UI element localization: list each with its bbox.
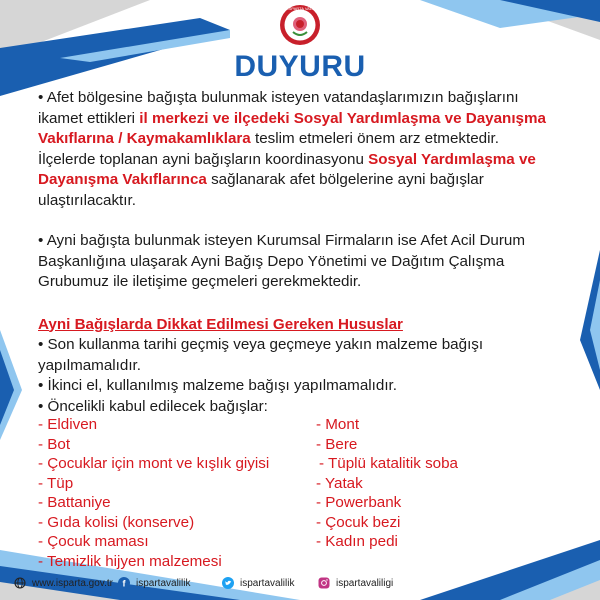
donation-item: - Tüp: [38, 474, 74, 492]
page-title: DUYURU: [234, 50, 366, 83]
donation-item: - Tüplü katalitik soba: [319, 455, 459, 472]
donation-item: - Çocuk maması: [38, 533, 149, 550]
donation-item: - Mont: [316, 416, 360, 433]
donation-item: - Gıda kolisi (konserve): [38, 513, 195, 531]
twitter-link[interactable]: ispartavalilik: [240, 577, 295, 589]
footer-website[interactable]: [14, 574, 113, 592]
decor-left-low: [0, 330, 30, 440]
website-link[interactable]: www.isparta.gov.tr: [32, 577, 113, 589]
instagram-link[interactable]: ispartavaliligi: [336, 577, 394, 589]
donation-item: - Çocuk bezi: [316, 513, 401, 531]
donation-item: - Powerbank: [316, 494, 402, 511]
facebook-link[interactable]: ispartavalilik: [136, 577, 191, 589]
donation-item: - Temizlik hijyen malzemesi: [38, 552, 222, 570]
footer-twitter[interactable]: [222, 574, 294, 592]
decor-right-mid: [560, 250, 600, 390]
note-item: • Öncelikli kabul edilecek bağışlar:: [38, 397, 268, 415]
paragraph-1-highlight-b: Sosyal Yardımlaşma ve Dayanışma Vakıflarınca: [38, 150, 536, 188]
donation-item: - Kadın pedi: [316, 533, 398, 550]
donation-item: - Yatak: [316, 474, 363, 492]
notes-heading: Ayni Bağışlarda Dikkat Edilmesi Gereken Hususlar: [38, 315, 403, 333]
paragraph-2: • Ayni bağışta bulunmak isteyen Kurumsal Firmaların ise Afet Acil Durum Başkanlığına ulaşarak Ayni Bağış Depo Yönetimi ve Dağıtım Çalışma Grubumuz ile iletişime geçmeleri gerekmektedir.: [38, 232, 526, 290]
twitter-icon: [222, 577, 234, 589]
svg-text:f: f: [122, 578, 126, 589]
paragraph-1: [38, 88, 558, 211]
donation-list-left: [38, 415, 269, 571]
donation-item: - Eldiven: [38, 416, 98, 433]
paragraph-1-text-c: sağlanarak afet bölgelerine ayni bağışlar ulaştırılacaktır.: [38, 171, 484, 209]
paragraph-1-text-b: teslim etmeleri önem arz etmektedir. İlçelerde toplanan ayni bağışların koordinasyonu: [38, 130, 499, 168]
footer-instagram[interactable]: [318, 574, 393, 592]
donation-item: - Çocuklar için mont ve kışlık giyisi: [38, 455, 270, 472]
announcement-body: [38, 88, 558, 417]
facebook-icon: [118, 577, 130, 589]
donation-item: - Battaniye: [38, 494, 111, 511]
paragraph-1-highlight-a: il merkezi ve ilçedeki Sosyal Yardımlaşma ve Dayanışma Vakıflarına / Kaymakamlıklara: [38, 109, 546, 147]
governorship-logo: [279, 4, 321, 46]
donation-item: - Bere: [316, 435, 358, 453]
donation-list-right: [316, 415, 458, 552]
note-item: • İkinci el, kullanılmış malzeme bağışı yapılmamalıdır.: [38, 377, 397, 394]
footer-facebook[interactable]: [118, 574, 190, 592]
instagram-icon: [318, 577, 330, 589]
paragraph-1-text-a: • Afet bölgesine bağışta bulunmak isteyen vatandaşlarımızın bağışlarını ikamet ettikleri: [38, 89, 519, 127]
globe-icon: [14, 577, 26, 589]
donation-item: - Bot: [38, 435, 71, 453]
note-item: • Son kullanma tarihi geçmiş veya geçmeye yakın malzeme bağışı yapılmamalıdır.: [38, 336, 484, 374]
logo-text: T.C. ISPARTA VALİLİĞİ: [279, 6, 321, 11]
